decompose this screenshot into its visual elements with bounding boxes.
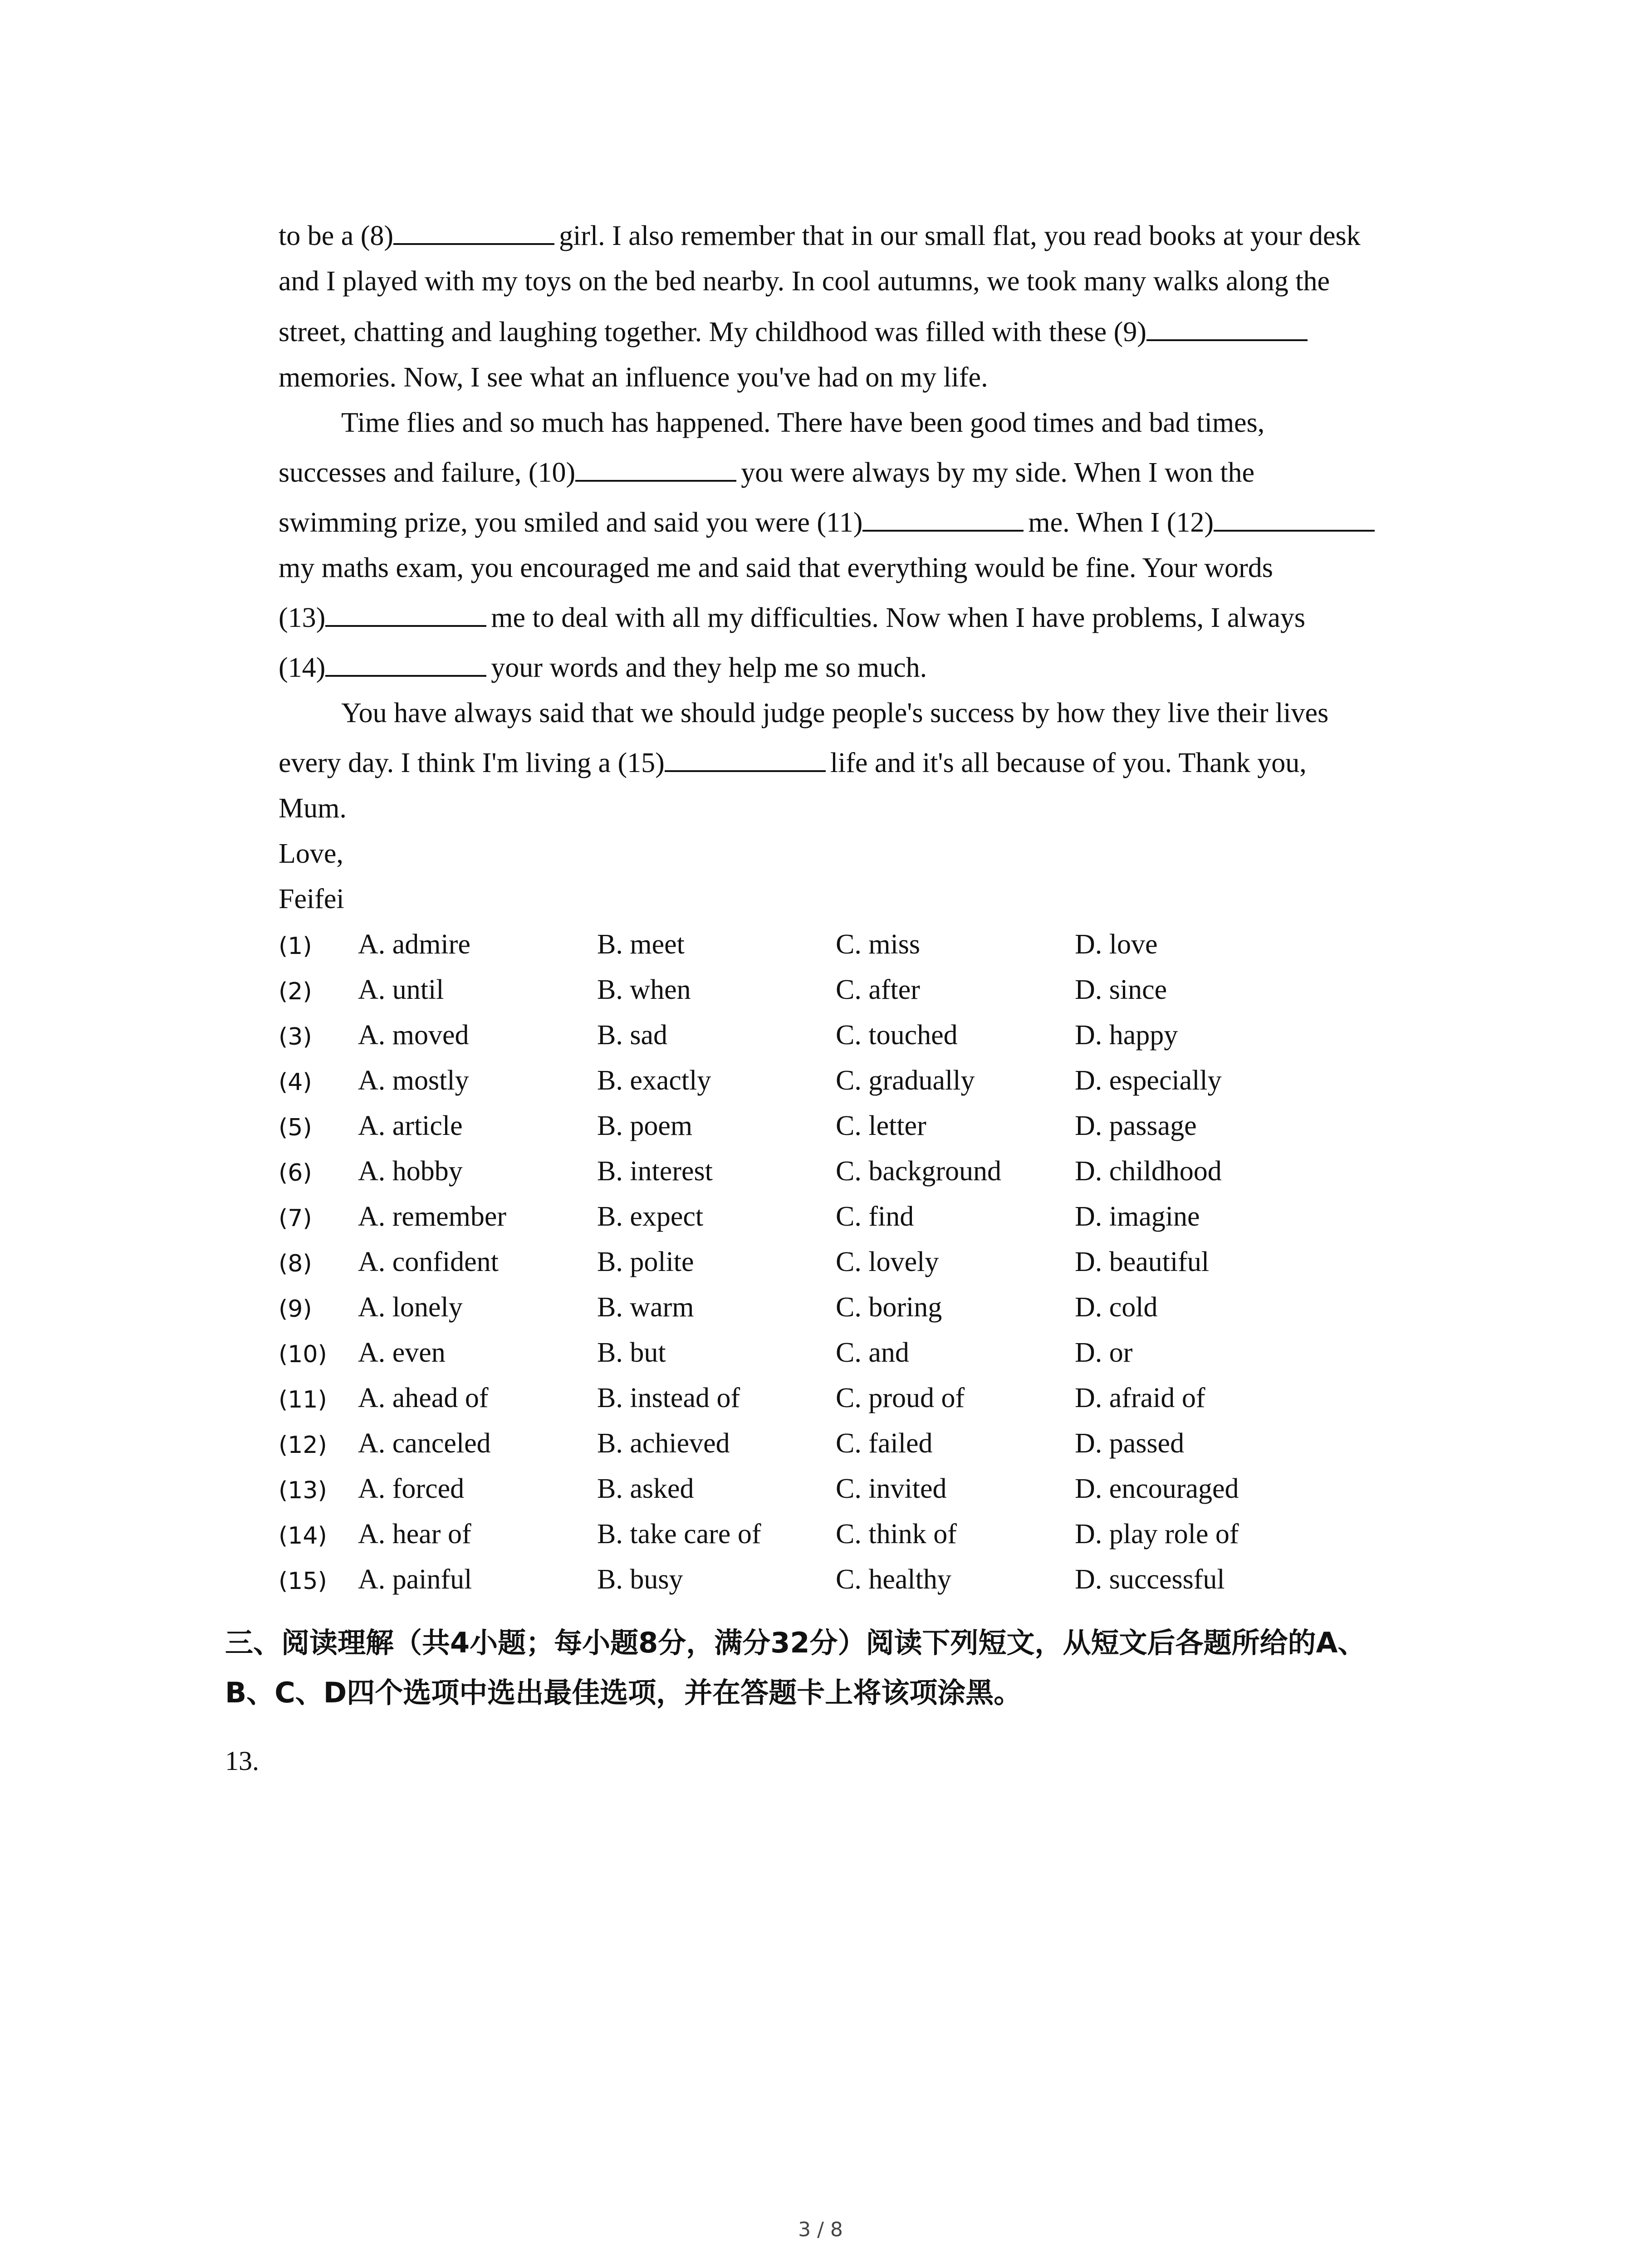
option-c: C. invited bbox=[836, 1473, 947, 1504]
option-c: C. miss bbox=[836, 929, 921, 960]
option-d: D. beautiful bbox=[1075, 1246, 1210, 1277]
option-a: A. even bbox=[358, 1337, 446, 1368]
option-b: B. asked bbox=[597, 1473, 694, 1504]
passage-line bbox=[279, 600, 1305, 636]
passage-text: every day. I think I'm living a (15) bbox=[279, 748, 665, 778]
option-c: C. letter bbox=[836, 1110, 926, 1141]
blank-10 bbox=[575, 456, 736, 482]
option-c: C. failed bbox=[836, 1428, 933, 1459]
option-d: D. or bbox=[1075, 1337, 1133, 1368]
page-number: 3 / 8 bbox=[798, 2218, 843, 2241]
option-b: B. when bbox=[597, 974, 691, 1005]
option-a: A. admire bbox=[358, 929, 470, 960]
passage-text: me. When I (12) bbox=[1028, 507, 1214, 538]
option-c: C. proud of bbox=[836, 1383, 965, 1413]
question-number-label: (13) bbox=[279, 1477, 327, 1504]
passage-text: swimming prize, you smiled and said you were (11) bbox=[279, 507, 863, 538]
question-number-label: (9) bbox=[279, 1295, 312, 1323]
option-a: A. ahead of bbox=[358, 1383, 489, 1413]
passage-text: girl. I also remember that in our small flat, you read books at your desk bbox=[559, 220, 1361, 251]
option-c: C. lovely bbox=[836, 1246, 939, 1277]
passage-text: (14) bbox=[279, 652, 326, 683]
option-c: C. after bbox=[836, 974, 920, 1005]
option-a: A. painful bbox=[358, 1564, 472, 1595]
option-d: D. encouraged bbox=[1075, 1473, 1239, 1504]
passage-text: life and it's all because of you. Thank you, bbox=[830, 748, 1307, 778]
option-b: B. warm bbox=[597, 1292, 694, 1323]
option-d: D. since bbox=[1075, 974, 1167, 1005]
passage-line bbox=[279, 504, 1379, 541]
question-number-label: (10) bbox=[279, 1341, 327, 1368]
passage-text: street, chatting and laughing together. My childhood was filled with these (9) bbox=[279, 317, 1146, 347]
passage-line bbox=[279, 314, 1312, 350]
option-b: B. polite bbox=[597, 1246, 694, 1277]
option-c: C. think of bbox=[836, 1519, 957, 1549]
passage-text: (13) bbox=[279, 602, 326, 633]
option-c: C. and bbox=[836, 1337, 909, 1368]
option-b: B. poem bbox=[597, 1110, 693, 1141]
question-number-label: (6) bbox=[279, 1159, 312, 1187]
passage-line: You have always said that we should judge people's success by how they live their lives bbox=[341, 698, 1329, 728]
option-d: D. afraid of bbox=[1075, 1383, 1205, 1413]
option-a: A. mostly bbox=[358, 1065, 469, 1096]
question-number-label: (1) bbox=[279, 933, 312, 960]
option-d: D. passage bbox=[1075, 1110, 1197, 1141]
passage-line bbox=[279, 745, 1307, 781]
option-a: A. hear of bbox=[358, 1519, 471, 1549]
option-d: D. cold bbox=[1075, 1292, 1158, 1323]
option-b: B. take care of bbox=[597, 1519, 761, 1549]
question-number-label: (5) bbox=[279, 1114, 312, 1141]
passage-line: Mum. bbox=[279, 793, 347, 824]
passage-text: me to deal with all my difficulties. Now when I have problems, I always bbox=[491, 602, 1305, 633]
option-a: A. lonely bbox=[358, 1292, 463, 1323]
option-a: A. until bbox=[358, 974, 444, 1005]
option-a: A. moved bbox=[358, 1020, 469, 1051]
option-c: C. gradually bbox=[836, 1065, 975, 1096]
passage-line bbox=[279, 455, 1254, 491]
option-b: B. busy bbox=[597, 1564, 683, 1595]
blank-14 bbox=[325, 651, 486, 677]
option-d: D. imagine bbox=[1075, 1201, 1200, 1232]
option-d: D. especially bbox=[1075, 1065, 1222, 1096]
blank-8 bbox=[393, 220, 554, 245]
question-number-label: (14) bbox=[279, 1522, 327, 1549]
closing-line: Love, bbox=[279, 838, 343, 869]
passage-text: your words and they help me so much. bbox=[491, 652, 927, 683]
question-number: 13. bbox=[225, 1746, 259, 1776]
option-b: B. instead of bbox=[597, 1383, 740, 1413]
option-a: A. canceled bbox=[358, 1428, 491, 1459]
passage-text: to be a (8) bbox=[279, 220, 394, 251]
passage-line: memories. Now, I see what an influence you've had on my life. bbox=[279, 362, 988, 393]
blank-15 bbox=[665, 747, 826, 772]
option-c: C. touched bbox=[836, 1020, 958, 1051]
blank-13 bbox=[325, 601, 486, 627]
blank-9 bbox=[1146, 316, 1308, 341]
blank-11 bbox=[862, 506, 1024, 532]
option-b: B. expect bbox=[597, 1201, 704, 1232]
passage-line: Time flies and so much has happened. There have been good times and bad times, bbox=[341, 407, 1265, 438]
option-a: A. remember bbox=[358, 1201, 507, 1232]
option-a: A. article bbox=[358, 1110, 463, 1141]
blank-12 bbox=[1214, 506, 1375, 532]
option-d: D. love bbox=[1075, 929, 1158, 960]
option-c: C. healthy bbox=[836, 1564, 951, 1595]
option-c: C. boring bbox=[836, 1292, 942, 1323]
passage-line bbox=[279, 650, 927, 686]
option-d: D. happy bbox=[1075, 1020, 1178, 1051]
section-heading: B、C、D四个选项中选出最佳选项，并在答题卡上将该项涂黑。 bbox=[225, 1676, 1022, 1709]
option-b: B. meet bbox=[597, 929, 685, 960]
question-number-label: (3) bbox=[279, 1023, 312, 1051]
option-d: D. childhood bbox=[1075, 1156, 1222, 1187]
option-d: D. successful bbox=[1075, 1564, 1225, 1595]
option-b: B. exactly bbox=[597, 1065, 711, 1096]
question-number-label: (7) bbox=[279, 1205, 312, 1232]
option-a: A. confident bbox=[358, 1246, 499, 1277]
option-d: D. play role of bbox=[1075, 1519, 1239, 1549]
question-number-label: (8) bbox=[279, 1250, 312, 1277]
option-b: B. interest bbox=[597, 1156, 713, 1187]
option-c: C. find bbox=[836, 1201, 914, 1232]
option-a: A. forced bbox=[358, 1473, 465, 1504]
section-heading: 三、阅读理解（共4小题；每小题8分，满分32分）阅读下列短文，从短文后各题所给的A、 bbox=[225, 1626, 1366, 1659]
passage-line: and I played with my toys on the bed nearby. In cool autumns, we took many walks along the bbox=[279, 266, 1330, 297]
option-c: C. background bbox=[836, 1156, 1002, 1187]
option-b: B. achieved bbox=[597, 1428, 730, 1459]
passage-line: my maths exam, you encouraged me and said that everything would be fine. Your words bbox=[279, 552, 1273, 583]
signature-line: Feifei bbox=[279, 884, 344, 914]
option-d: D. passed bbox=[1075, 1428, 1185, 1459]
question-number-label: (15) bbox=[279, 1568, 327, 1595]
question-number-label: (12) bbox=[279, 1432, 327, 1459]
question-number-label: (11) bbox=[279, 1386, 327, 1413]
passage-line bbox=[279, 218, 1361, 254]
question-number-label: (2) bbox=[279, 978, 312, 1005]
passage-text: you were always by my side. When I won the bbox=[741, 457, 1254, 488]
option-a: A. hobby bbox=[358, 1156, 463, 1187]
option-b: B. but bbox=[597, 1337, 666, 1368]
option-b: B. sad bbox=[597, 1020, 667, 1051]
question-number-label: (4) bbox=[279, 1069, 312, 1096]
passage-text: successes and failure, (10) bbox=[279, 457, 576, 488]
